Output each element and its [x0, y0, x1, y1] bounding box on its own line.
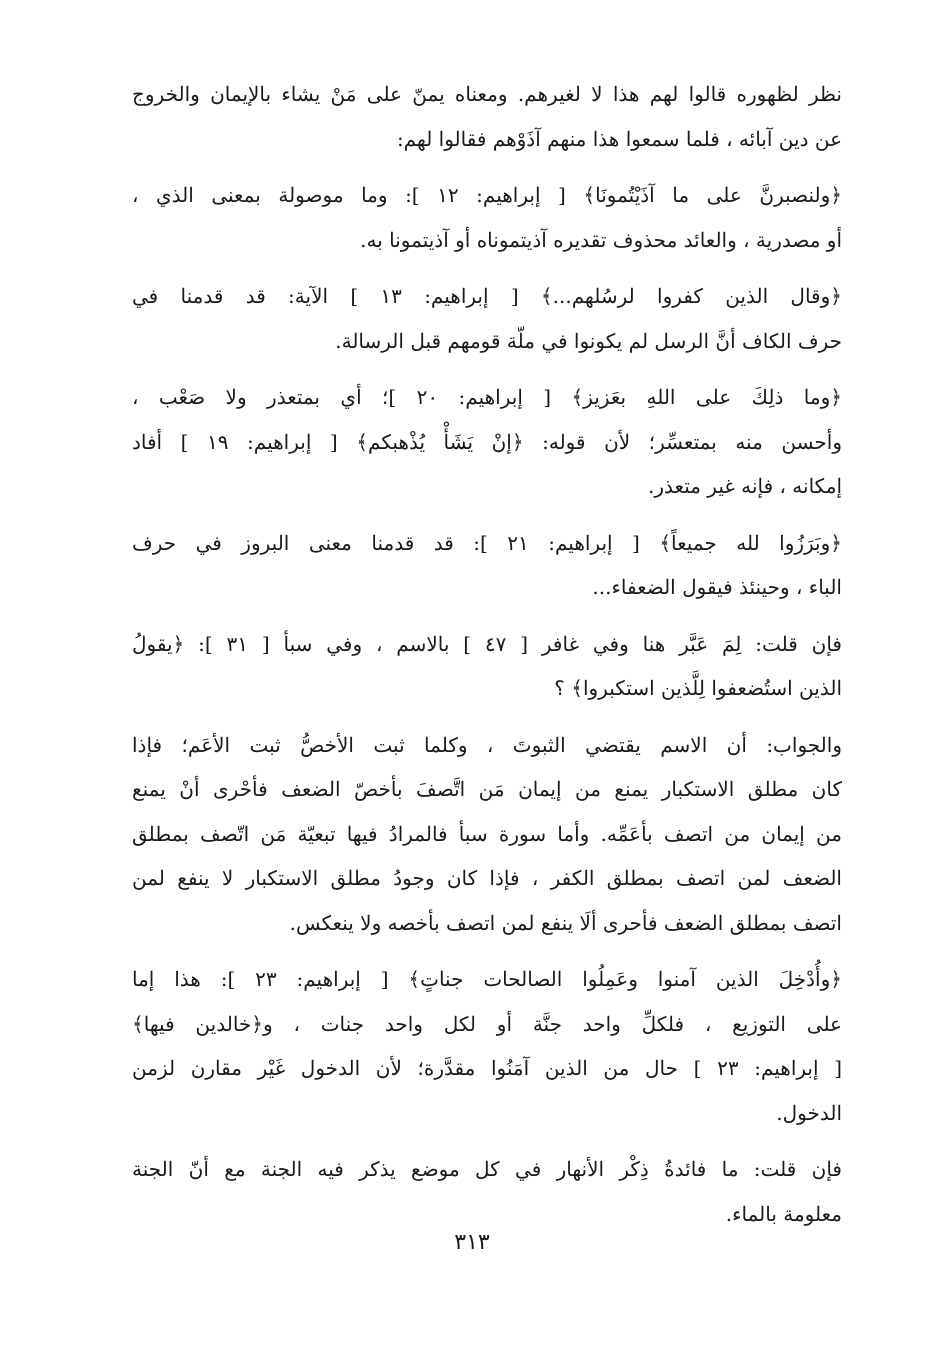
text-line: أو مصدرية ، والعائد محذوف تقديره آذيتموناه أو آذيتمونا به.	[360, 227, 842, 252]
text-line: ﴿وقال الذين كفروا لرسُلهم...﴾ [ إبراهيم: ١٣ ] الآية: قد قدمنا في	[132, 284, 842, 308]
text-line: حرف الكاف أنَّ الرسل لم يكونوا في ملّة قومهم قبل الرسالة.	[335, 328, 842, 353]
text-line: اتصف بمطلق الضعف فأحرى ألَا ينفع لمن اتصف بأخصه ولا ينعكس.	[289, 910, 842, 935]
paragraph	[132, 521, 842, 610]
text-line: معلومة بالماء.	[725, 1201, 842, 1226]
paragraph	[132, 1147, 842, 1236]
text-line: ﴿وما ذلِكَ على اللهِ بعَزيز﴾ [ إبراهيم: ٢٠ ]؛ أي بمتعذر ولا صَعْب ،	[132, 385, 842, 409]
text-line: الضعف لمن اتصف بمطلق الكفر ، فإذا كان وجودُ مطلق الاستكبار لا ينفع لمن	[132, 866, 842, 890]
text-line: فإن قلت: لِمَ عَبَّر هنا وفي غافر [ ٤٧ ] بالاسم ، وفي سبأ [ ٣١ ]: ﴿يقولُ	[132, 631, 842, 656]
text-line: كان مطلق الاستكبار يمنع من إيمان مَن اتَّصفَ بأخصّ الضعف فأحْرى أنْ يمنع	[132, 777, 842, 801]
text-line: فإن قلت: ما فائدةُ ذِكْر الأنهار في كل موضع يذكر فيه الجنة مع أنّ الجنة	[132, 1157, 842, 1181]
page-body	[132, 72, 842, 1248]
text-line: عن دين آبائه ، فلما سمعوا هذا منهم آذَوْهم فقالوا لهم:	[396, 126, 842, 151]
text-line: ﴿وأُدْخِلَ الذين آمنوا وعَمِلُوا الصالحات جناتٍ﴾ [ إبراهيم: ٢٣ ]: هذا إما	[132, 967, 842, 991]
paragraphs	[132, 72, 842, 1236]
text-line: ﴿وبَرَزُوا لله جميعاً﴾ [ إبراهيم: ٢١ ]: قد قدمنا معنى البروز في حرف	[132, 530, 842, 555]
paragraph	[132, 375, 842, 509]
text-line: على التوزيع ، فلكلِّ واحد جنَّة أو لكل واحد جنات ، و﴿خالدين فيها﴾	[132, 1011, 842, 1036]
text-line: الذين استُضعفوا لِلَّذين استكبروا﴾ ؟	[554, 676, 842, 700]
paragraph	[132, 622, 842, 711]
text-line: الدخول.	[776, 1100, 842, 1125]
text-line: الباء ، وحينئذ فيقول الضعفاء...	[592, 575, 842, 599]
text-line: من إيمان من اتصف بأعَمِّه. وأما سورة سبأ فالمرادُ فيها تبعيّة مَن اتّصف بمطلق	[132, 821, 842, 846]
paragraph	[132, 723, 842, 946]
text-line: نظر لظهوره قالوا لهم هذا لا لغيرهم. ومعناه يمنّ على مَنْ يشاء بالإيمان والخروج	[132, 82, 842, 106]
text-line: ﴿ولنصبرنَّ على ما آذَيْتُمونَا﴾ [ إبراهيم: ١٢ ]: وما موصولة بمعنى الذي ،	[132, 183, 842, 207]
paragraph	[132, 72, 842, 161]
paragraph	[132, 173, 842, 262]
text-line: [ إبراهيم: ٢٣ ] حال من الذين آمَنُوا مقدَّرة؛ لأن الدخول غَيْر مقارن لزمن	[132, 1056, 842, 1080]
paragraph	[132, 957, 842, 1135]
paragraph	[132, 274, 842, 363]
page-number: ٣١٣	[454, 1230, 490, 1255]
text-line: وأحسن منه بمتعسِّر؛ لأن قوله: ﴿إنْ يَشَأْ يُذْهبكم﴾ [ إبراهيم: ١٩ ] أفاد	[132, 429, 842, 454]
text-line: إمكانه ، فإنه غير متعذر.	[648, 474, 842, 498]
text-line: والجواب: أن الاسم يقتضي الثبوتَ ، وكلما ثبت الأخصُّ ثبت الأعَم؛ فإذا	[132, 732, 842, 757]
